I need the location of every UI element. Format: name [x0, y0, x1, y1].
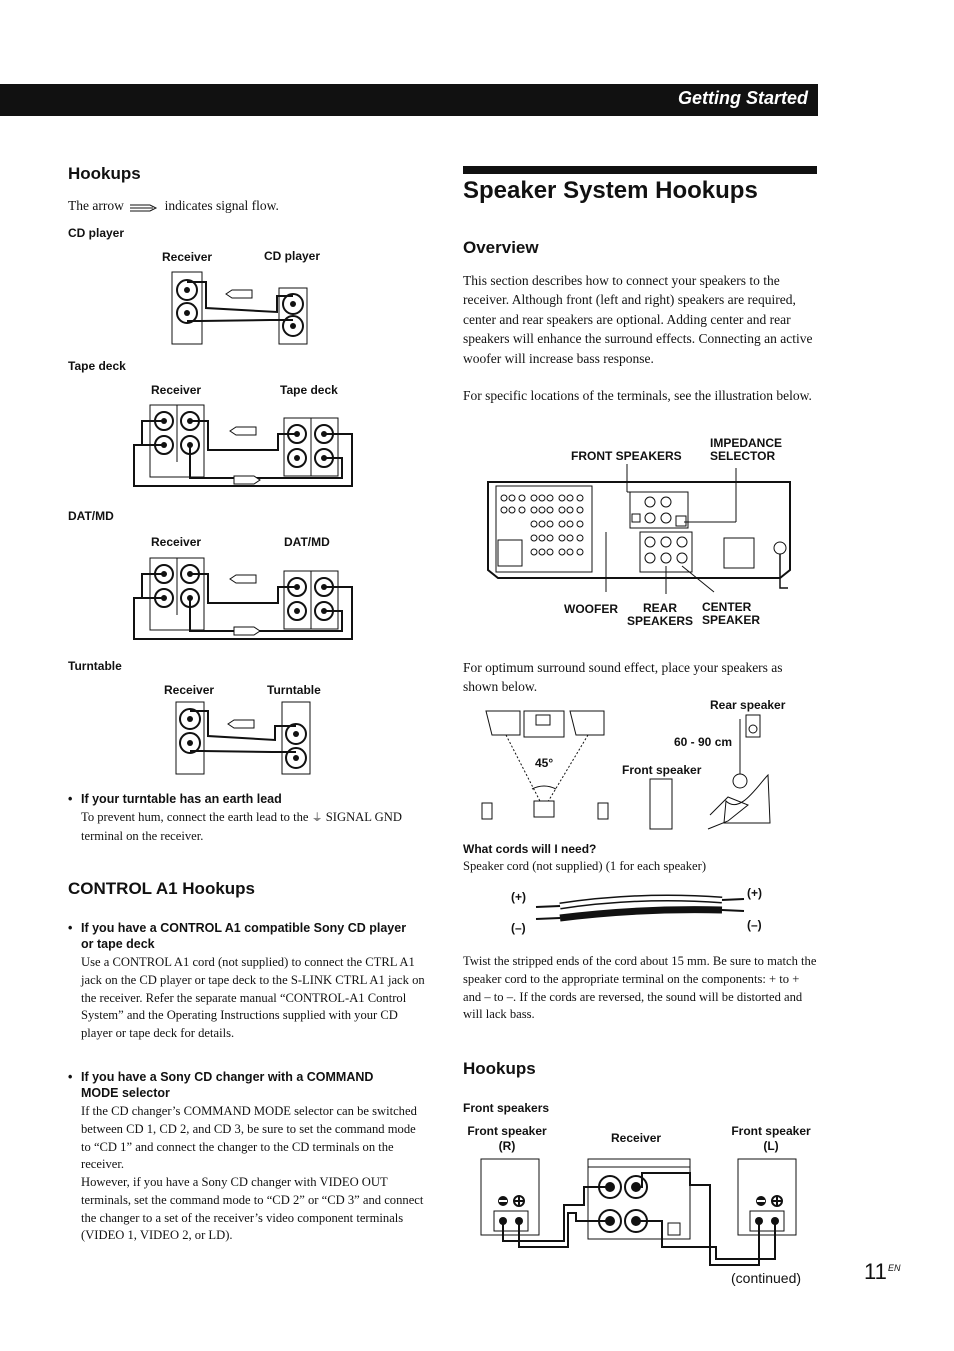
distance-label: 60 - 90 cm	[674, 735, 733, 749]
center-speaker-label	[702, 601, 760, 627]
front-speaker-l-label	[728, 1124, 814, 1154]
front-speaker-r-label-1: Front speaker	[467, 1124, 547, 1138]
section-header-bar	[0, 84, 818, 116]
overview-text-b: For specific locations of the terminals, see the illustration below.	[463, 388, 812, 403]
center-speaker-label-1: CENTER	[702, 600, 752, 614]
earth-text	[81, 809, 421, 846]
hookups-heading: Hookups	[68, 164, 141, 183]
signal-arrow-icon	[129, 202, 159, 212]
control-a1-heading: CONTROL A1 Hookups	[68, 879, 256, 898]
turntable-receiver-label: Receiver	[164, 683, 215, 697]
cord-plus-left: (+)	[511, 890, 526, 904]
arrow-note-suffix: indicates signal flow.	[164, 198, 279, 213]
earth-title: If your turntable has an earth lead	[81, 792, 282, 806]
ground-symbol-icon: ⏚	[311, 812, 323, 824]
placement-diagram	[478, 705, 778, 833]
main-heading: Speaker System Hookups	[463, 177, 758, 204]
rear-speakers-label-1: REAR	[643, 601, 678, 615]
arrow-note-prefix: The arrow	[68, 198, 124, 213]
front-speaker-r-label	[465, 1124, 549, 1154]
rear-speakers-label-2: SPEAKERS	[627, 614, 694, 628]
section-title: Getting Started	[677, 88, 808, 108]
tape-device-label: Tape deck	[280, 383, 338, 397]
woofer-label: WOOFER	[564, 602, 618, 616]
impedance-label-2: SELECTOR	[710, 449, 776, 463]
datmd-device-label: DAT/MD	[284, 535, 330, 549]
rear-speaker-label: Rear speaker	[710, 698, 786, 712]
front-speakers-label: FRONT SPEAKERS	[571, 449, 682, 463]
control-bullet-2-text-b: However, if you have a Sony CD changer with VIDEO OUT terminals, set the command mode to “CD 2” or “CD 3” and connect the changer to a set of the receiver’s video component terminals (VIDEO 1, VIDEO 2, or LD).	[81, 1175, 424, 1243]
earth-text-a: To prevent hum, connect the earth lead to the	[81, 810, 309, 824]
arrow-note	[68, 196, 279, 215]
impedance-label	[710, 437, 782, 463]
heading-rule	[463, 166, 817, 174]
angle-label: 45°	[535, 756, 554, 770]
cord-minus-right: (–)	[747, 918, 762, 932]
front-speakers-diagram	[480, 1155, 806, 1267]
front-speaker-label: Front speaker	[622, 763, 702, 777]
control-bullet-1-text: Use a CONTROL A1 cord (not supplied) to connect the CTRL A1 jack on the CD player or tape deck to the S-LINK CTRL A1 jack on the receiver. Refer the separate manual “CONTROL-A1 Control System” and the Operating Instructions supplied with your CD player or tape deck for details.	[81, 955, 425, 1041]
control-bullet-2: •	[68, 1070, 73, 1084]
front-speaker-r-label-2: (R)	[498, 1139, 516, 1153]
control-bullet-1: •	[68, 921, 73, 935]
tape-deck-title: Tape deck	[68, 359, 126, 373]
datmd-diagram	[128, 553, 358, 643]
overview-text-a: This section describes how to connect your speakers to the receiver. Although front (left and right) speakers are required, center and rear speakers are optional. Adding center and rear speakers will enhance the surround effects. Connecting an active woofer will increase bass response.	[463, 273, 813, 366]
datmd-title: DAT/MD	[68, 509, 114, 523]
speaker-receiver-label: Receiver	[611, 1131, 662, 1145]
cd-player-diagram	[160, 268, 330, 348]
overview-heading: Overview	[463, 238, 539, 257]
turntable-device-label: Turntable	[267, 683, 321, 697]
cords-title: What cords will I need?	[463, 842, 597, 856]
page-number: 11	[864, 1259, 887, 1284]
cd-receiver-label: Receiver	[162, 250, 213, 264]
center-speaker-label-2: SPEAKER	[702, 613, 761, 627]
impedance-label-1: IMPEDANCE	[710, 436, 783, 450]
front-speakers-title: Front speakers	[463, 1101, 550, 1115]
cd-device-label: CD player	[264, 249, 321, 263]
tape-deck-diagram	[128, 400, 358, 490]
continued-label: (continued)	[731, 1270, 802, 1286]
cord-plus-right: (+)	[747, 886, 762, 900]
turntable-diagram	[160, 700, 330, 780]
control-bullet-1-title: If you have a CONTROL A1 compatible Sony CD player or tape deck	[81, 921, 407, 951]
front-speaker-l-label-2: (L)	[763, 1139, 779, 1153]
rear-panel-diagram	[484, 462, 796, 602]
cd-player-title: CD player	[68, 226, 125, 240]
twist-text: Twist the stripped ends of the cord about 15 mm. Be sure to match the speaker cord to the appropriate terminal on the components: + to + and – to –. If the cords are reversed, the sound will be distorted and will lack bass.	[463, 954, 817, 1022]
earth-bullet: •	[68, 792, 73, 806]
front-speaker-l-label-1: Front speaker	[731, 1124, 811, 1138]
cords-text: Speaker cord (not supplied) (1 for each speaker)	[463, 859, 707, 873]
speaker-cord-diagram	[530, 888, 748, 932]
page-suffix: EN	[888, 1263, 901, 1273]
earth-text-b: SIGNAL GND terminal on the receiver.	[81, 810, 402, 843]
control-bullet-2-title: If you have a Sony CD changer with a COMMAND MODE selector	[81, 1070, 374, 1100]
speaker-hookups-heading: Hookups	[463, 1059, 536, 1078]
cord-minus-left: (–)	[511, 921, 526, 935]
datmd-receiver-label: Receiver	[151, 535, 202, 549]
rear-speakers-label	[627, 602, 693, 628]
control-bullet-2-text-a: If the CD changer’s COMMAND MODE selector can be switched between CD 1, CD 2, and CD 3, be sure to set the command mode to “CD 1” and connect the changer to the CD terminals on the receiver.	[81, 1104, 417, 1172]
placement-text: For optimum surround sound effect, place your speakers as shown below.	[463, 660, 783, 695]
tape-receiver-label: Receiver	[151, 383, 202, 397]
turntable-title: Turntable	[68, 659, 122, 673]
